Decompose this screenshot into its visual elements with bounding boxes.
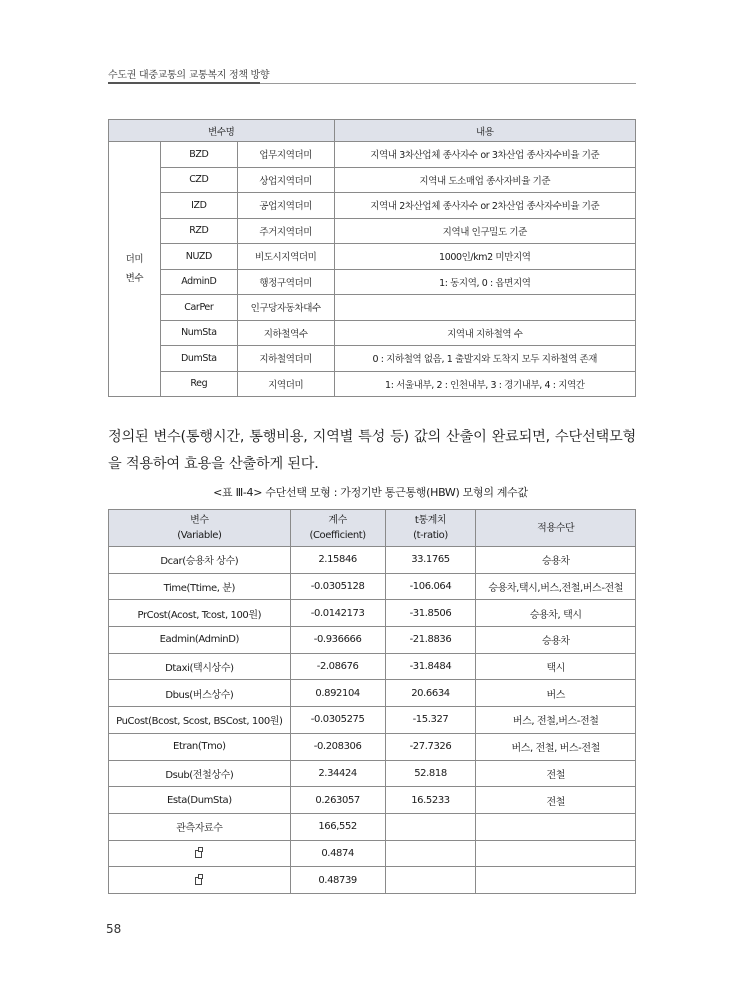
variable-code: NumSta: [160, 320, 237, 346]
table-row: [109, 627, 636, 654]
body-paragraph: 정의된 변수(통행시간, 통행비용, 지역별 특성 등) 값의 산출이 완료되면, 수단선택모형을 적용하여 효용을 산출하게 된다.: [108, 429, 636, 472]
applied-mode-cell: 승용차,택시,버스,전철,버스-전철: [476, 573, 636, 600]
table-row: [109, 680, 636, 707]
t-ratio-cell: -31.8506: [385, 600, 476, 627]
running-header: 수도권 대중교통의 교통복지 정책 방향: [108, 70, 270, 81]
coefficient-cell: 0.4874: [290, 840, 385, 867]
t-ratio-cell: 20.6634: [385, 680, 476, 707]
variable-description: 지역내 지하철역 수: [334, 320, 635, 346]
table-header-row: [109, 120, 636, 142]
variable-korean-name: 지역더미: [237, 371, 334, 397]
applied-mode-cell: 버스, 전철, 버스-전철: [476, 733, 636, 760]
table-row: [109, 269, 636, 295]
header-rule-accent: [108, 82, 260, 84]
table-caption: <표 Ⅲ-4> 수단선택 모형 : 가정기반 통근통행(HBW) 모형의 계수값: [213, 486, 528, 499]
table-row: [109, 787, 636, 814]
variable-description: [334, 295, 635, 321]
coefficient-cell: -0.0305275: [290, 707, 385, 734]
table-row: [109, 244, 636, 270]
coefficient-cell: 0.892104: [290, 680, 385, 707]
variable-korean-name: 비도시지역더미: [237, 244, 334, 270]
variable-korean-name: 지하철역수: [237, 320, 334, 346]
table-row: [109, 320, 636, 346]
applied-mode-cell: [476, 867, 636, 894]
applied-mode-cell: 전철: [476, 787, 636, 814]
table-row: [109, 346, 636, 372]
table-row: [109, 600, 636, 627]
variable-code: AdminD: [160, 269, 237, 295]
header-t-ratio: t통계치 (t-ratio): [385, 510, 476, 547]
variable-korean-name: 상업지역더미: [237, 167, 334, 193]
table-row: [109, 295, 636, 321]
variable-korean-name: 공업지역더미: [237, 193, 334, 219]
table-row: [109, 653, 636, 680]
variable-cell: Etran(Tmo): [109, 733, 291, 760]
applied-mode-cell: 승용차: [476, 627, 636, 654]
t-ratio-cell: -21.8836: [385, 627, 476, 654]
group-label: 더미 변수: [109, 142, 161, 397]
coefficient-cell: -0.936666: [290, 627, 385, 654]
rho-squared-symbol-cell: [109, 867, 291, 894]
variable-cell: PrCost(Acost, Tcost, 100원): [109, 600, 291, 627]
t-ratio-cell: [385, 840, 476, 867]
variable-code: CZD: [160, 167, 237, 193]
variable-description: 1: 서울내부, 2 : 인천내부, 3 : 경기내부, 4 : 지역간: [334, 371, 635, 397]
t-ratio-cell: 33.1765: [385, 547, 476, 574]
variable-korean-name: 인구당자동차대수: [237, 295, 334, 321]
variable-code: DumSta: [160, 346, 237, 372]
applied-mode-cell: [476, 813, 636, 840]
variable-cell: Esta(DumSta): [109, 787, 291, 814]
t-ratio-cell: -106.064: [385, 573, 476, 600]
applied-mode-cell: 택시: [476, 653, 636, 680]
t-ratio-cell: -15.327: [385, 707, 476, 734]
t-ratio-cell: 52.818: [385, 760, 476, 787]
table-header-row: [109, 510, 636, 547]
variable-description: 지역내 3차산업체 종사자수 or 3차산업 종사자수비율 기준: [334, 142, 635, 168]
variable-cell: Eadmin(AdminD): [109, 627, 291, 654]
applied-mode-cell: 버스: [476, 680, 636, 707]
variable-code: IZD: [160, 193, 237, 219]
rho-squared-symbol-cell: [109, 840, 291, 867]
table-row: [109, 840, 636, 867]
variable-code: RZD: [160, 218, 237, 244]
t-ratio-cell: -27.7326: [385, 733, 476, 760]
t-ratio-cell: 16.5233: [385, 787, 476, 814]
coefficient-cell: -0.208306: [290, 733, 385, 760]
table-row: [109, 218, 636, 244]
applied-mode-cell: 승용차: [476, 547, 636, 574]
table-row: [109, 142, 636, 168]
header-variable: 변수 (Variable): [109, 510, 291, 547]
table-row: [109, 193, 636, 219]
applied-mode-cell: [476, 840, 636, 867]
table-row: [109, 760, 636, 787]
variable-korean-name: 업무지역더미: [237, 142, 334, 168]
header-content: 내용: [334, 120, 635, 142]
coefficient-cell: 0.48739: [290, 867, 385, 894]
applied-mode-cell: 버스, 전철,버스-전철: [476, 707, 636, 734]
applied-mode-cell: 전철: [476, 760, 636, 787]
variable-cell: Dsub(전철상수): [109, 760, 291, 787]
variable-korean-name: 행정구역더미: [237, 269, 334, 295]
coefficient-cell: 166,552: [290, 813, 385, 840]
variable-cell: PuCost(Bcost, Scost, BSCost, 100원): [109, 707, 291, 734]
header-applied-mode: 적용수단: [476, 510, 636, 547]
dummy-variable-table: [108, 119, 636, 397]
variable-code: CarPer: [160, 295, 237, 321]
applied-mode-cell: 승용차, 택시: [476, 600, 636, 627]
table-row: [109, 813, 636, 840]
coefficient-cell: -0.0305128: [290, 573, 385, 600]
header-coefficient: 계수 (Coefficient): [290, 510, 385, 547]
page-number: 58: [106, 922, 122, 936]
variable-korean-name: 지하철역더미: [237, 346, 334, 372]
variable-korean-name: 주거지역더미: [237, 218, 334, 244]
variable-description: 지역내 2차산업체 종사자수 or 2차산업 종사자수비율 기준: [334, 193, 635, 219]
table-row: [109, 167, 636, 193]
table-row: [109, 573, 636, 600]
variable-cell: Time(Ttime, 분): [109, 573, 291, 600]
t-ratio-cell: [385, 867, 476, 894]
variable-description: 1: 동지역, 0 : 읍면지역: [334, 269, 635, 295]
variable-description: 1000인/km2 미만지역: [334, 244, 635, 270]
variable-cell: 관측자료수: [109, 813, 291, 840]
coefficient-cell: -0.0142173: [290, 600, 385, 627]
table-row: [109, 371, 636, 397]
table-row: [109, 707, 636, 734]
variable-cell: Dcar(승용차 상수): [109, 547, 291, 574]
coefficient-cell: -2.08676: [290, 653, 385, 680]
rho-squared-icon: [195, 847, 203, 857]
header-variable-name: 변수명: [109, 120, 335, 142]
table-row: [109, 547, 636, 574]
coefficient-cell: 0.263057: [290, 787, 385, 814]
variable-code: Reg: [160, 371, 237, 397]
variable-description: 0 : 지하철역 없음, 1 출발지와 도착지 모두 지하철역 존재: [334, 346, 635, 372]
coefficient-cell: 2.15846: [290, 547, 385, 574]
variable-code: BZD: [160, 142, 237, 168]
t-ratio-cell: [385, 813, 476, 840]
table-row: [109, 867, 636, 894]
t-ratio-cell: -31.8484: [385, 653, 476, 680]
table-row: [109, 733, 636, 760]
variable-cell: Dbus(버스상수): [109, 680, 291, 707]
variable-code: NUZD: [160, 244, 237, 270]
variable-description: 지역내 인구밀도 기준: [334, 218, 635, 244]
variable-description: 지역내 도소매업 종사자비율 기준: [334, 167, 635, 193]
rho-squared-icon: [195, 874, 203, 884]
coefficient-cell: 2.34424: [290, 760, 385, 787]
coefficient-table: [108, 509, 636, 894]
variable-cell: Dtaxi(택시상수): [109, 653, 291, 680]
